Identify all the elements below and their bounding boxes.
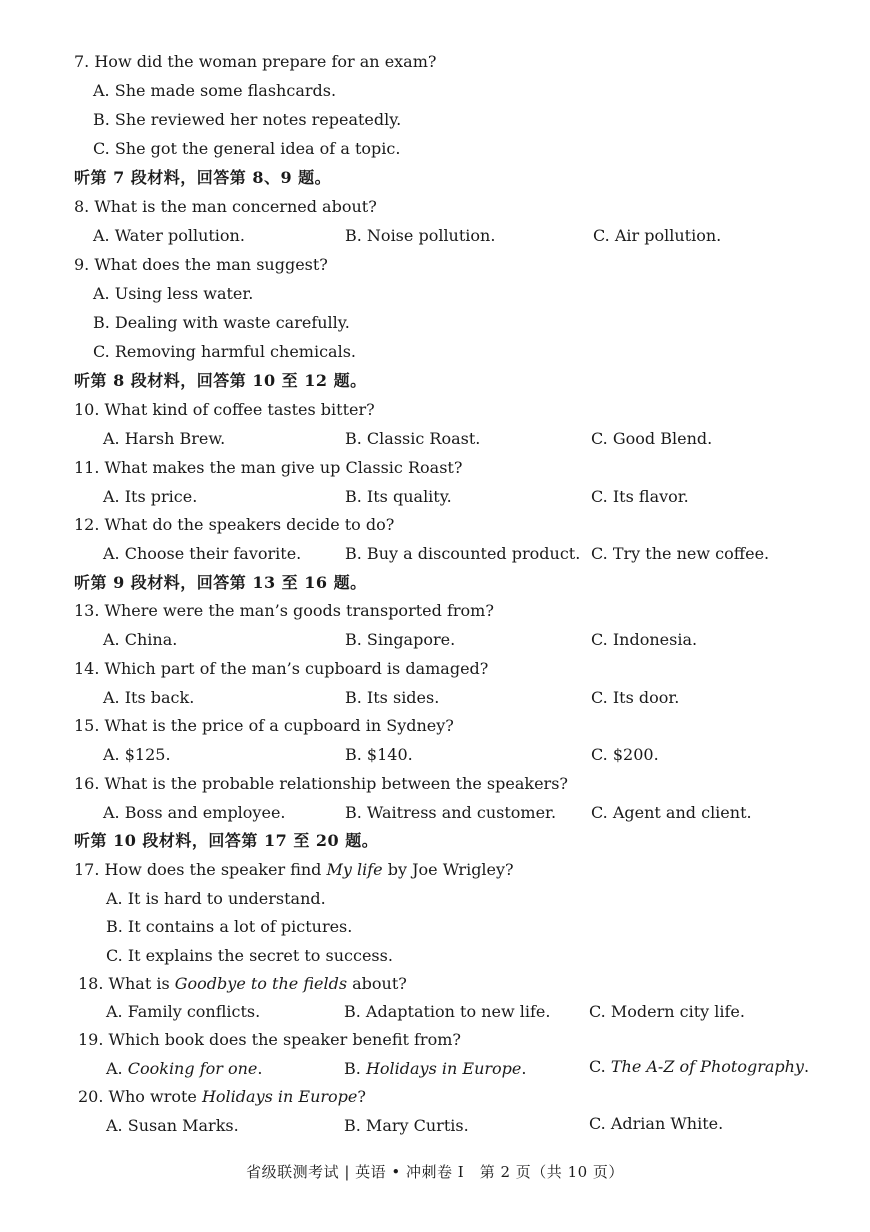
question-16-option-b: B. Waitress and customer. [345,803,557,822]
question-19-option-c-letter: C. [589,1057,611,1076]
question-19-option-b-title: Holidays in Europe [365,1059,522,1078]
question-19-option-a-period: . [257,1059,263,1078]
question-18-stem-pre: 18. What is [78,974,175,993]
question-12-option-b: B. Buy a discounted product. [345,544,581,563]
question-15-option-b: B. $140. [345,745,413,764]
question-16-option-c: C. Agent and client. [591,803,752,822]
question-20-stem-pre: 20. Who wrote [78,1087,202,1106]
question-20-option-a: A. Susan Marks. [106,1116,239,1135]
question-7-stem: 7. How did the woman prepare for an exam? [74,52,437,71]
question-18-option-c: C. Modern city life. [589,1002,745,1021]
question-18-option-a: A. Family conflicts. [106,1002,261,1021]
question-19-stem: 19. Which book does the speaker benefit from? [78,1030,461,1049]
question-8-option-a: A. Water pollution. [93,226,245,245]
question-20-book-title: Holidays in Europe [201,1087,358,1106]
question-16-option-a: A. Boss and employee. [103,803,286,822]
section-header-8: 听第 8 段材料，回答第 10 至 12 题。 [74,371,367,390]
question-9-option-a: A. Using less water. [93,284,254,303]
question-20-stem [78,1087,366,1107]
question-9-option-c: C. Removing harmful chemicals. [93,342,356,361]
section-header-9: 听第 9 段材料，回答第 13 至 16 题。 [74,573,367,592]
question-11-stem: 11. What makes the man give up Classic Roast? [74,458,463,477]
question-17-stem-pre: 17. How does the speaker find [74,860,327,879]
question-7-option-b: B. She reviewed her notes repeatedly. [93,110,402,129]
question-19-option-a [106,1059,262,1079]
question-10-option-b: B. Classic Roast. [345,429,481,448]
question-12-stem: 12. What do the speakers decide to do? [74,515,395,534]
question-18-stem-post: about? [347,974,407,993]
question-19-option-b-letter: B. [344,1059,366,1078]
question-12-option-a: A. Choose their favorite. [103,544,302,563]
section-header-7: 听第 7 段材料，回答第 8、9 题。 [74,168,332,187]
question-8-option-b: B. Noise pollution. [345,226,496,245]
question-13-stem: 13. Where were the man’s goods transported from? [74,601,494,620]
section-header-10: 听第 10 段材料，回答第 17 至 20 题。 [74,831,379,850]
question-15-option-c: C. $200. [591,745,659,764]
question-17-stem [74,860,514,880]
question-9-stem: 9. What does the man suggest? [74,255,328,274]
question-8-option-c: C. Air pollution. [593,226,722,245]
question-17-book-title: My life [326,860,383,879]
question-14-option-a: A. Its back. [103,688,195,707]
question-20-option-b: B. Mary Curtis. [344,1116,469,1135]
question-17-option-c: C. It explains the secret to success. [106,946,393,965]
question-15-stem: 15. What is the price of a cupboard in Sydney? [74,716,454,735]
question-10-option-a: A. Harsh Brew. [103,429,226,448]
question-20-stem-post: ? [357,1087,366,1106]
question-18-option-b: B. Adaptation to new life. [344,1002,551,1021]
page-footer: 省级联测考试 | 英语 • 冲刺卷 Ⅰ 第 2 页（共 10 页） [246,1163,624,1181]
question-19-option-c-title: The A-Z of Photography [610,1057,804,1076]
question-17-option-b: B. It contains a lot of pictures. [106,917,353,936]
question-10-option-c: C. Good Blend. [591,429,713,448]
question-19-option-a-title: Cooking for one [127,1059,258,1078]
question-15-option-a: A. $125. [103,745,171,764]
question-11-option-a: A. Its price. [103,487,198,506]
question-18-book-title: Goodbye to the fields [174,974,348,993]
question-19-option-c-period: . [803,1057,810,1076]
question-17-option-a: A. It is hard to understand. [106,889,326,908]
question-16-stem: 16. What is the probable relationship between the speakers? [74,774,568,793]
question-18-stem [78,974,407,994]
question-12-option-c: C. Try the new coffee. [591,544,770,563]
question-19-option-a-letter: A. [106,1059,128,1078]
question-13-option-b: B. Singapore. [345,630,456,649]
question-7-option-c: C. She got the general idea of a topic. [93,139,401,158]
question-9-option-b: B. Dealing with waste carefully. [93,313,350,332]
question-19-option-b-period: . [521,1059,527,1078]
question-13-option-a: A. China. [103,630,178,649]
question-11-option-b: B. Its quality. [345,487,452,506]
question-19-option-b [344,1059,526,1079]
question-19-option-c [589,1057,809,1077]
question-8-stem: 8. What is the man concerned about? [74,197,377,216]
question-14-option-c: C. Its door. [591,688,680,707]
question-20-option-c: C. Adrian White. [589,1114,724,1133]
question-13-option-c: C. Indonesia. [591,630,698,649]
question-14-stem: 14. Which part of the man’s cupboard is damaged? [74,659,489,678]
question-11-option-c: C. Its flavor. [591,487,689,506]
question-17-stem-post: by Joe Wrigley? [382,860,514,879]
question-7-option-a: A. She made some flashcards. [93,81,337,100]
question-10-stem: 10. What kind of coffee tastes bitter? [74,400,375,419]
question-14-option-b: B. Its sides. [345,688,440,707]
